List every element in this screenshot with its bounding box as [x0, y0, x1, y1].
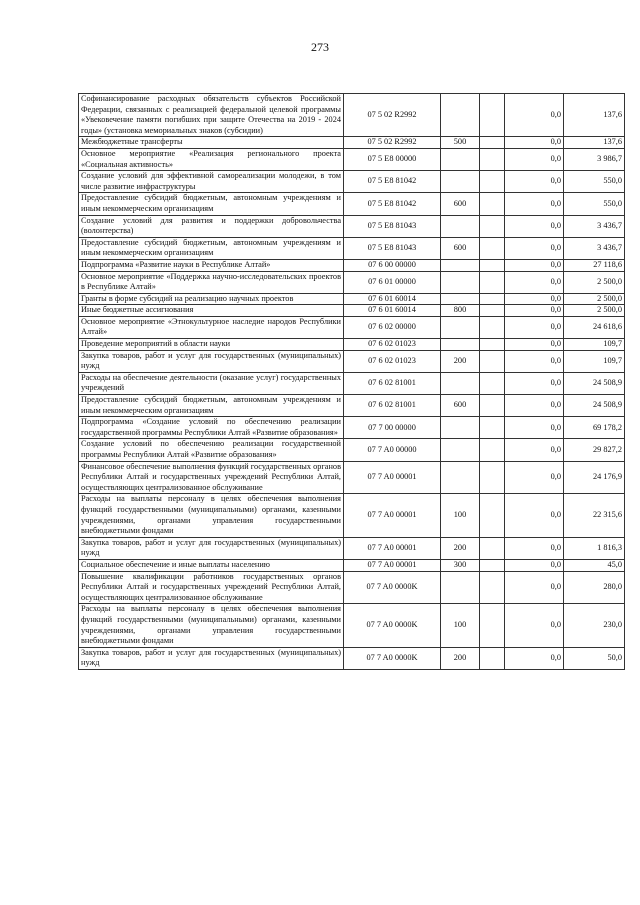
row-code-cell: 07 7 A0 0000K: [344, 647, 441, 669]
row-code-cell: 07 6 02 81001: [344, 395, 441, 417]
row-blank-cell: [480, 193, 505, 215]
row-expense-type-cell: 300: [441, 559, 480, 571]
row-name-cell: Расходы на выплаты персоналу в целях обеспечения выполнения функций государственными (муниципальными) органами, казенными учреждениями, органами управления государственными внебюджетными фондами: [79, 604, 344, 647]
table-row: [79, 647, 625, 669]
row-blank-cell: [480, 571, 505, 604]
row-name-cell: Проведение мероприятий в области науки: [79, 339, 344, 351]
table-row: [79, 137, 625, 149]
row-value-2-cell: 1 816,3: [564, 537, 625, 559]
table-row: [79, 305, 625, 317]
row-value-1-cell: 0,0: [505, 395, 564, 417]
row-blank-cell: [480, 395, 505, 417]
row-blank-cell: [480, 237, 505, 259]
row-value-1-cell: 0,0: [505, 537, 564, 559]
row-expense-type-cell: 600: [441, 237, 480, 259]
row-name-cell: Гранты в форме субсидий на реализацию научных проектов: [79, 293, 344, 305]
row-value-1-cell: 0,0: [505, 647, 564, 669]
row-blank-cell: [480, 94, 505, 137]
table-row: [79, 339, 625, 351]
table-row: [79, 193, 625, 215]
row-value-2-cell: 109,7: [564, 350, 625, 372]
row-code-cell: 07 6 02 01023: [344, 350, 441, 372]
row-expense-type-cell: [441, 316, 480, 338]
budget-table: [78, 93, 625, 670]
row-code-cell: 07 5 02 R2992: [344, 137, 441, 149]
row-blank-cell: [480, 148, 505, 170]
row-value-2-cell: 50,0: [564, 647, 625, 669]
row-expense-type-cell: [441, 439, 480, 461]
row-value-1-cell: 0,0: [505, 271, 564, 293]
row-expense-type-cell: [441, 171, 480, 193]
table-row: [79, 237, 625, 259]
row-expense-type-cell: [441, 461, 480, 494]
row-value-1-cell: 0,0: [505, 559, 564, 571]
row-expense-type-cell: [441, 372, 480, 394]
row-code-cell: 07 5 E8 81043: [344, 237, 441, 259]
table-row: [79, 94, 625, 137]
row-name-cell: Основное мероприятие «Реализация регионального проекта «Социальная активность»: [79, 148, 344, 170]
row-value-1-cell: 0,0: [505, 316, 564, 338]
row-code-cell: 07 7 A0 00001: [344, 537, 441, 559]
row-expense-type-cell: 600: [441, 193, 480, 215]
page-number: 273: [311, 40, 329, 54]
row-value-2-cell: 550,0: [564, 171, 625, 193]
row-value-1-cell: 0,0: [505, 305, 564, 317]
row-expense-type-cell: 200: [441, 537, 480, 559]
table-row: [79, 171, 625, 193]
row-value-1-cell: 0,0: [505, 339, 564, 351]
row-blank-cell: [480, 559, 505, 571]
row-value-1-cell: 0,0: [505, 571, 564, 604]
row-name-cell: Создание условий для развития и поддержки добровольчества (волонтерства): [79, 215, 344, 237]
row-value-2-cell: 24 508,9: [564, 372, 625, 394]
row-expense-type-cell: [441, 571, 480, 604]
row-value-1-cell: 0,0: [505, 259, 564, 271]
row-value-2-cell: 2 500,0: [564, 305, 625, 317]
row-expense-type-cell: [441, 94, 480, 137]
row-blank-cell: [480, 417, 505, 439]
table-row: [79, 417, 625, 439]
row-code-cell: 07 6 01 00000: [344, 271, 441, 293]
row-name-cell: Расходы на выплаты персоналу в целях обеспечения выполнения функций государственными (муниципальными) органами, казенными учреждениями, органами управления государственными внебюджетными фондами: [79, 494, 344, 537]
row-name-cell: Закупка товаров, работ и услуг для государственных (муниципальных) нужд: [79, 537, 344, 559]
row-name-cell: Подпрограмма «Развитие науки в Республике Алтай»: [79, 259, 344, 271]
row-name-cell: Повышение квалификации работников государственных органов Республики Алтай и государственных учреждений Республики Алтай, осуществляющих централизованное обслуживание: [79, 571, 344, 604]
row-value-1-cell: 0,0: [505, 350, 564, 372]
row-value-2-cell: 3 436,7: [564, 215, 625, 237]
row-expense-type-cell: 100: [441, 604, 480, 647]
row-value-2-cell: 137,6: [564, 137, 625, 149]
row-expense-type-cell: 500: [441, 137, 480, 149]
row-value-1-cell: 0,0: [505, 137, 564, 149]
row-value-1-cell: 0,0: [505, 148, 564, 170]
row-value-2-cell: 24 176,9: [564, 461, 625, 494]
table-row: [79, 494, 625, 537]
row-value-2-cell: 24 508,9: [564, 395, 625, 417]
table-row: [79, 439, 625, 461]
row-value-1-cell: 0,0: [505, 193, 564, 215]
row-blank-cell: [480, 215, 505, 237]
row-name-cell: Финансовое обеспечение выполнения функций государственных органов Республики Алтай и государственных учреждений Республики Алтай, осуществляющих централизованное обслуживание: [79, 461, 344, 494]
table-row: [79, 372, 625, 394]
table-row: [79, 148, 625, 170]
row-value-2-cell: 280,0: [564, 571, 625, 604]
row-value-1-cell: 0,0: [505, 604, 564, 647]
row-expense-type-cell: 200: [441, 647, 480, 669]
row-blank-cell: [480, 372, 505, 394]
row-code-cell: 07 7 A0 0000K: [344, 604, 441, 647]
row-blank-cell: [480, 537, 505, 559]
row-expense-type-cell: [441, 148, 480, 170]
row-blank-cell: [480, 439, 505, 461]
row-name-cell: Предоставление субсидий бюджетным, автономным учреждениям и иным некоммерческим организациям: [79, 395, 344, 417]
row-name-cell: Закупка товаров, работ и услуг для государственных (муниципальных) нужд: [79, 647, 344, 669]
row-code-cell: 07 5 E8 81042: [344, 193, 441, 215]
row-blank-cell: [480, 293, 505, 305]
row-expense-type-cell: 800: [441, 305, 480, 317]
row-name-cell: Расходы на обеспечение деятельности (оказание услуг) государственных учреждений: [79, 372, 344, 394]
row-blank-cell: [480, 647, 505, 669]
row-value-1-cell: 0,0: [505, 293, 564, 305]
table-row: [79, 271, 625, 293]
row-code-cell: 07 6 02 81001: [344, 372, 441, 394]
row-blank-cell: [480, 171, 505, 193]
row-value-1-cell: 0,0: [505, 494, 564, 537]
row-expense-type-cell: [441, 339, 480, 351]
row-code-cell: 07 7 A0 00001: [344, 461, 441, 494]
row-value-2-cell: 69 178,2: [564, 417, 625, 439]
row-code-cell: 07 5 E8 81043: [344, 215, 441, 237]
row-expense-type-cell: [441, 293, 480, 305]
table-row: [79, 395, 625, 417]
row-value-2-cell: 2 500,0: [564, 293, 625, 305]
row-value-2-cell: 27 118,6: [564, 259, 625, 271]
row-code-cell: 07 6 01 60014: [344, 305, 441, 317]
row-value-2-cell: 3 986,7: [564, 148, 625, 170]
row-value-2-cell: 29 827,2: [564, 439, 625, 461]
row-name-cell: Иные бюджетные ассигнования: [79, 305, 344, 317]
row-code-cell: 07 7 A0 00000: [344, 439, 441, 461]
row-value-1-cell: 0,0: [505, 439, 564, 461]
table-row: [79, 215, 625, 237]
row-value-2-cell: 109,7: [564, 339, 625, 351]
table-row: [79, 259, 625, 271]
row-value-2-cell: 22 315,6: [564, 494, 625, 537]
row-name-cell: Основное мероприятие «Поддержка научно-исследовательских проектов в Республике Алтай»: [79, 271, 344, 293]
row-value-2-cell: 2 500,0: [564, 271, 625, 293]
row-value-1-cell: 0,0: [505, 171, 564, 193]
row-value-2-cell: 230,0: [564, 604, 625, 647]
row-name-cell: Создание условий для эффективной самореализации молодежи, в том числе развитие инфраструктуры: [79, 171, 344, 193]
row-blank-cell: [480, 604, 505, 647]
row-blank-cell: [480, 339, 505, 351]
row-blank-cell: [480, 461, 505, 494]
row-name-cell: Предоставление субсидий бюджетным, автономным учреждениям и иным некоммерческим организациям: [79, 237, 344, 259]
row-blank-cell: [480, 259, 505, 271]
row-expense-type-cell: [441, 417, 480, 439]
row-code-cell: 07 7 A0 0000K: [344, 571, 441, 604]
row-value-1-cell: 0,0: [505, 372, 564, 394]
row-blank-cell: [480, 316, 505, 338]
row-expense-type-cell: [441, 259, 480, 271]
table-row: [79, 350, 625, 372]
row-value-1-cell: 0,0: [505, 417, 564, 439]
row-code-cell: 07 6 02 00000: [344, 316, 441, 338]
row-code-cell: 07 5 02 R2992: [344, 94, 441, 137]
row-value-2-cell: 45,0: [564, 559, 625, 571]
table-row: [79, 571, 625, 604]
row-code-cell: 07 7 A0 00001: [344, 559, 441, 571]
row-name-cell: Предоставление субсидий бюджетным, автономным учреждениям и иным некоммерческим организациям: [79, 193, 344, 215]
row-code-cell: 07 6 01 60014: [344, 293, 441, 305]
row-value-1-cell: 0,0: [505, 237, 564, 259]
row-expense-type-cell: [441, 271, 480, 293]
row-name-cell: Основное мероприятие «Этнокультурное наследие народов Республики Алтай»: [79, 316, 344, 338]
row-code-cell: 07 5 E8 00000: [344, 148, 441, 170]
table-row: [79, 559, 625, 571]
row-value-2-cell: 137,6: [564, 94, 625, 137]
row-name-cell: Подпрограмма «Создание условий по обеспечению реализации государственной программы Республики Алтай «Развитие образования»: [79, 417, 344, 439]
row-name-cell: Создание условий по обеспечению реализации государственной программы Республики Алтай «Развитие образования»: [79, 439, 344, 461]
row-name-cell: Софинансирование расходных обязательств субъектов Российской Федерации, связанных с реализацией федеральной целевой программы «Увековечение памяти погибших при защите Отечества на 2019 - 2024 годы» (установка мемориальных знаков (субсидии): [79, 94, 344, 137]
row-blank-cell: [480, 350, 505, 372]
row-blank-cell: [480, 494, 505, 537]
row-code-cell: 07 6 02 01023: [344, 339, 441, 351]
table-row: [79, 293, 625, 305]
row-value-2-cell: 24 618,6: [564, 316, 625, 338]
row-value-2-cell: 3 436,7: [564, 237, 625, 259]
table-row: [79, 537, 625, 559]
row-value-1-cell: 0,0: [505, 94, 564, 137]
row-code-cell: 07 6 00 00000: [344, 259, 441, 271]
row-value-2-cell: 550,0: [564, 193, 625, 215]
row-blank-cell: [480, 305, 505, 317]
table-row: [79, 316, 625, 338]
row-name-cell: Социальное обеспечение и иные выплаты населению: [79, 559, 344, 571]
row-value-1-cell: 0,0: [505, 215, 564, 237]
row-blank-cell: [480, 137, 505, 149]
row-expense-type-cell: 600: [441, 395, 480, 417]
row-expense-type-cell: 200: [441, 350, 480, 372]
row-expense-type-cell: 100: [441, 494, 480, 537]
row-name-cell: Закупка товаров, работ и услуг для государственных (муниципальных) нужд: [79, 350, 344, 372]
row-code-cell: 07 5 E8 81042: [344, 171, 441, 193]
table-row: [79, 461, 625, 494]
row-code-cell: 07 7 A0 00001: [344, 494, 441, 537]
row-blank-cell: [480, 271, 505, 293]
row-name-cell: Межбюджетные трансферты: [79, 137, 344, 149]
row-expense-type-cell: [441, 215, 480, 237]
row-value-1-cell: 0,0: [505, 461, 564, 494]
row-code-cell: 07 7 00 00000: [344, 417, 441, 439]
table-row: [79, 604, 625, 647]
